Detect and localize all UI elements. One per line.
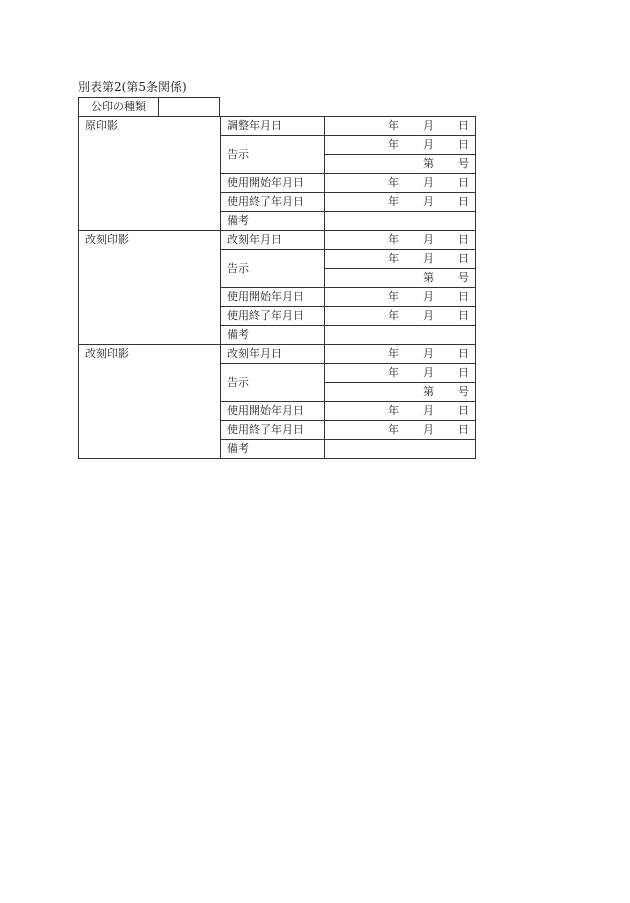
- date-value-cell: [325, 231, 476, 250]
- day-unit: 日: [458, 423, 469, 436]
- month-unit: 月: [423, 366, 434, 379]
- seal-type-cell: [79, 117, 221, 231]
- notice-number-value: [325, 269, 475, 287]
- start-label-cell: [221, 174, 325, 193]
- year-unit: 年: [388, 290, 399, 303]
- day-unit: 日: [458, 138, 469, 151]
- end-date-label: 使用終了年月日: [227, 423, 304, 436]
- notice-label: 告示: [227, 261, 249, 275]
- day-unit: 日: [458, 347, 469, 360]
- month-unit: 月: [423, 138, 434, 151]
- table-row: [79, 345, 476, 364]
- notice-label-cell: [221, 364, 325, 402]
- day-unit: 日: [458, 195, 469, 208]
- start-date-label: 使用開始年月日: [227, 290, 304, 303]
- year-unit: 年: [388, 347, 399, 360]
- start-date-value-cell: [325, 402, 476, 421]
- notice-date-value-cell: [325, 364, 476, 383]
- end-date-value-cell: [325, 421, 476, 440]
- end-label-cell: [221, 421, 325, 440]
- remarks-value-cell: [325, 326, 476, 345]
- remarks-label-cell: [221, 440, 325, 459]
- number-prefix: 第: [423, 157, 434, 170]
- start-label-cell: [221, 402, 325, 421]
- day-unit: 日: [458, 404, 469, 417]
- year-unit: 年: [388, 252, 399, 265]
- end-date-label: 使用終了年月日: [227, 195, 304, 208]
- notice-date-value: [325, 136, 475, 154]
- year-unit: 年: [388, 119, 399, 132]
- document-title: 別表第2(第5条関係): [78, 80, 187, 94]
- year-unit: 年: [388, 195, 399, 208]
- notice-date-value-cell: [325, 136, 476, 155]
- year-unit: 年: [388, 366, 399, 379]
- month-unit: 月: [423, 195, 434, 208]
- day-unit: 日: [458, 252, 469, 265]
- start-label-cell: [221, 288, 325, 307]
- month-unit: 月: [423, 309, 434, 322]
- notice-label-cell: [221, 136, 325, 174]
- month-unit: 月: [423, 176, 434, 189]
- year-unit: 年: [388, 233, 399, 246]
- start-date-value: [325, 402, 475, 420]
- notice-label: 告示: [227, 375, 249, 389]
- date-label-cell: [221, 231, 325, 250]
- remarks-label-cell: [221, 212, 325, 231]
- seal-type-label: 改刻印影: [85, 233, 129, 246]
- day-unit: 日: [458, 119, 469, 132]
- month-unit: 月: [423, 423, 434, 436]
- date-label: 調整年月日: [227, 119, 282, 132]
- day-unit: 日: [458, 290, 469, 303]
- end-date-label: 使用終了年月日: [227, 309, 304, 322]
- date-label: 改刻年月日: [227, 347, 282, 360]
- notice-label-cell: [221, 250, 325, 288]
- number-prefix: 第: [423, 385, 434, 398]
- notice-number-value-cell: [325, 269, 476, 288]
- seal-kind-label: 公印の種類: [79, 98, 159, 116]
- start-date-label: 使用開始年月日: [227, 404, 304, 417]
- date-label-cell: [221, 117, 325, 136]
- number-suffix: 号: [458, 271, 469, 284]
- date-value: [325, 345, 475, 363]
- notice-date-value: [325, 364, 475, 382]
- day-unit: 日: [458, 176, 469, 189]
- number-suffix: 号: [458, 385, 469, 398]
- day-unit: 日: [458, 309, 469, 322]
- year-unit: 年: [388, 309, 399, 322]
- remarks-value-cell: [325, 440, 476, 459]
- date-value-cell: [325, 117, 476, 136]
- end-label-cell: [221, 307, 325, 326]
- remarks-value-cell: [325, 212, 476, 231]
- date-value: [325, 117, 475, 135]
- month-unit: 月: [423, 233, 434, 246]
- day-unit: 日: [458, 366, 469, 379]
- seal-kind-header: [78, 97, 220, 116]
- end-date-value: [325, 421, 475, 439]
- notice-number-value: [325, 155, 475, 173]
- remarks-label: 備考: [227, 442, 249, 455]
- end-label-cell: [221, 193, 325, 212]
- month-unit: 月: [423, 119, 434, 132]
- end-date-value-cell: [325, 307, 476, 326]
- date-value-cell: [325, 345, 476, 364]
- end-date-value: [325, 307, 475, 325]
- month-unit: 月: [423, 290, 434, 303]
- date-label-cell: [221, 345, 325, 364]
- notice-label: 告示: [227, 147, 249, 161]
- month-unit: 月: [423, 404, 434, 417]
- start-date-value: [325, 288, 475, 306]
- year-unit: 年: [388, 138, 399, 151]
- seal-type-cell: [79, 231, 221, 345]
- start-date-label: 使用開始年月日: [227, 176, 304, 189]
- seal-type-cell: [79, 345, 221, 459]
- month-unit: 月: [423, 347, 434, 360]
- notice-number-value-cell: [325, 155, 476, 174]
- month-unit: 月: [423, 252, 434, 265]
- start-date-value-cell: [325, 174, 476, 193]
- notice-date-value-cell: [325, 250, 476, 269]
- number-prefix: 第: [423, 271, 434, 284]
- remarks-label-cell: [221, 326, 325, 345]
- year-unit: 年: [388, 423, 399, 436]
- remarks-label: 備考: [227, 328, 249, 341]
- seal-type-label: 原印影: [85, 119, 118, 132]
- notice-date-value: [325, 250, 475, 268]
- date-value: [325, 231, 475, 249]
- seal-kind-value-cell: [159, 98, 219, 116]
- year-unit: 年: [388, 176, 399, 189]
- notice-number-value: [325, 383, 475, 401]
- remarks-label: 備考: [227, 214, 249, 227]
- number-suffix: 号: [458, 157, 469, 170]
- day-unit: 日: [458, 233, 469, 246]
- end-date-value: [325, 193, 475, 211]
- table-row: [79, 117, 476, 136]
- start-date-value: [325, 174, 475, 192]
- end-date-value-cell: [325, 193, 476, 212]
- notice-number-value-cell: [325, 383, 476, 402]
- seal-type-label: 改刻印影: [85, 347, 129, 360]
- table-row: [79, 231, 476, 250]
- date-label: 改刻年月日: [227, 233, 282, 246]
- year-unit: 年: [388, 404, 399, 417]
- seal-impression-table: [78, 116, 476, 459]
- start-date-value-cell: [325, 288, 476, 307]
